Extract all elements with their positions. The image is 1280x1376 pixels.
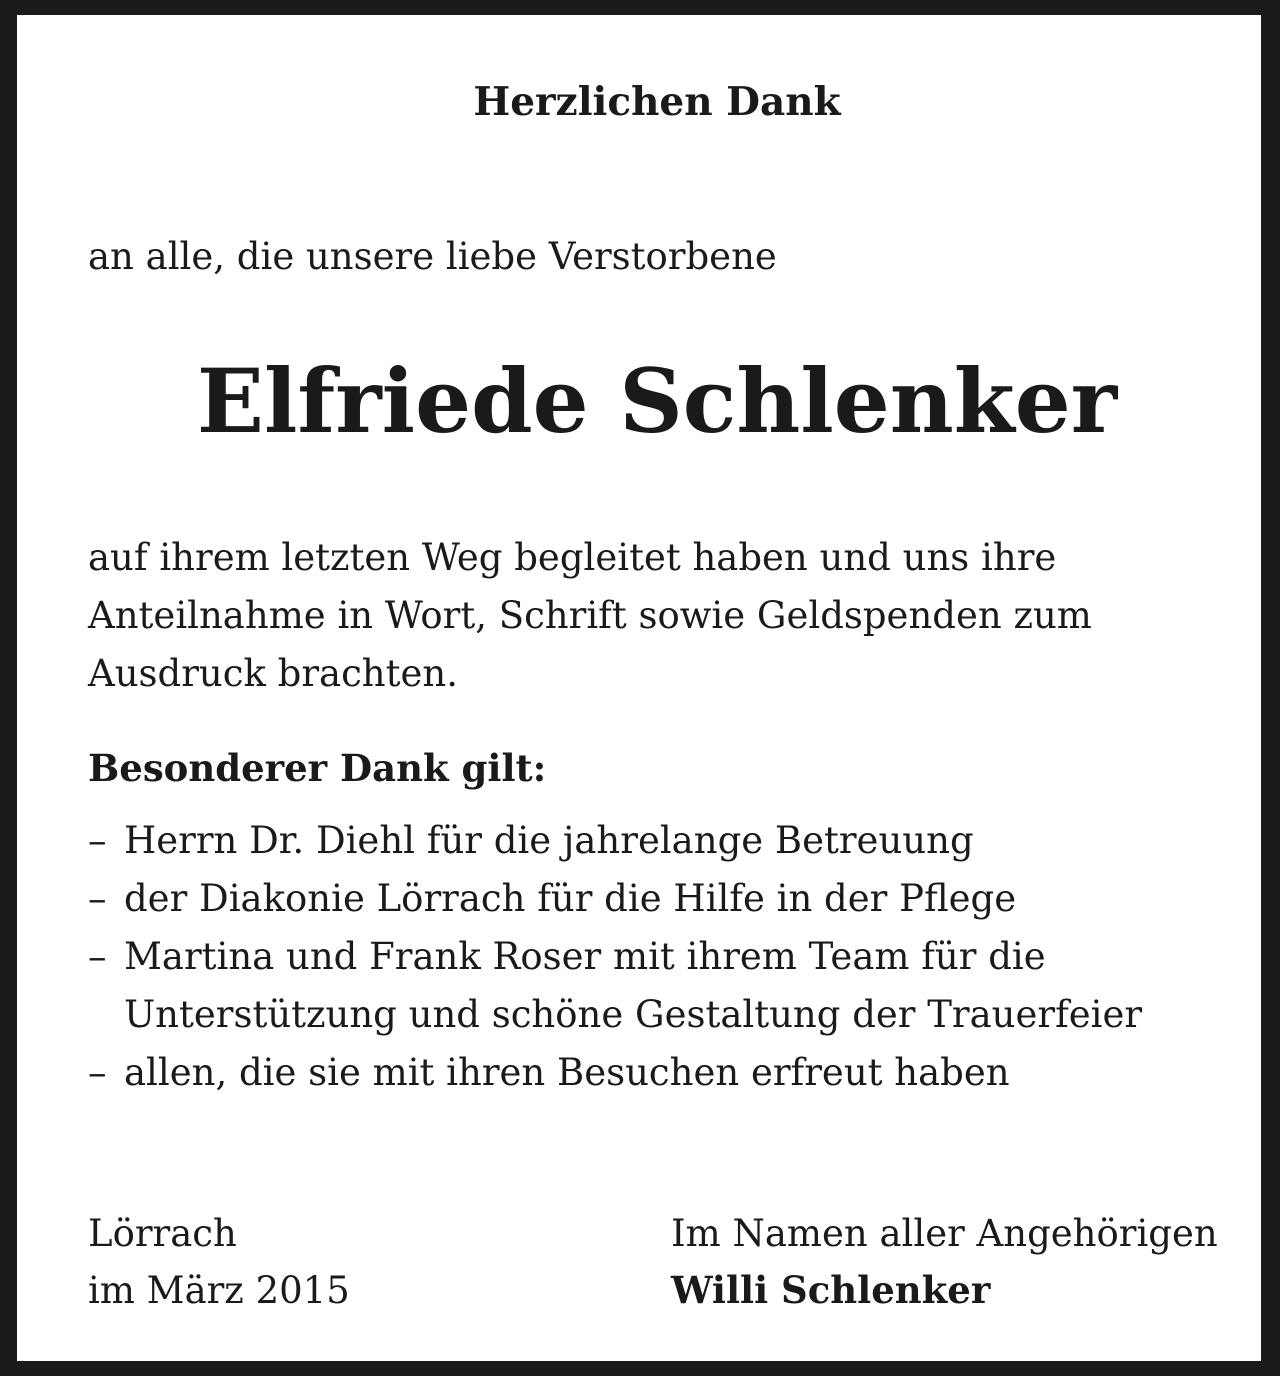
list-item-line: Herrn Dr. Diehl für die jahrelange Betreuung [124,819,974,862]
body-line: Anteilnahme in Wort, Schrift sowie Geldspenden zum [88,594,1092,637]
list-item-line: Unterstützung und schöne Gestaltung der Trauerfeier [124,993,1143,1036]
dash-bullet: – [88,935,107,978]
body-text [88,529,1092,703]
place: Lörrach [88,1212,237,1255]
dash-bullet: – [88,819,107,862]
intro-text: an alle, die unsere liebe Verstorbene [88,235,777,278]
dash-bullet: – [88,877,107,920]
signature-block [671,1205,1218,1319]
date: im März 2015 [88,1269,350,1312]
place-date [88,1205,350,1319]
notice-heading: Herzlichen Dank [473,79,841,125]
thanks-list [88,812,1142,1102]
list-item [88,1044,1142,1102]
list-item-line: allen, die sie mit ihren Besuchen erfreut haben [124,1051,1010,1094]
list-item [88,870,1142,928]
list-item [88,928,1142,1044]
body-line: auf ihrem letzten Weg begleitet haben und uns ihre [88,536,1057,579]
list-item [88,812,1142,870]
list-item-line: der Diakonie Lörrach für die Hilfe in der Pflege [124,877,1017,920]
deceased-name: Elfriede Schlenker [196,349,1118,453]
body-line: Ausdruck brachten. [88,652,458,695]
special-thanks-label: Besonderer Dank gilt: [88,746,547,790]
signer-name: Willi Schlenker [671,1268,991,1312]
list-item-line: Martina und Frank Roser mit ihrem Team für die [124,935,1046,978]
on-behalf-text: Im Namen aller Angehörigen [671,1212,1218,1255]
dash-bullet: – [88,1051,107,1094]
